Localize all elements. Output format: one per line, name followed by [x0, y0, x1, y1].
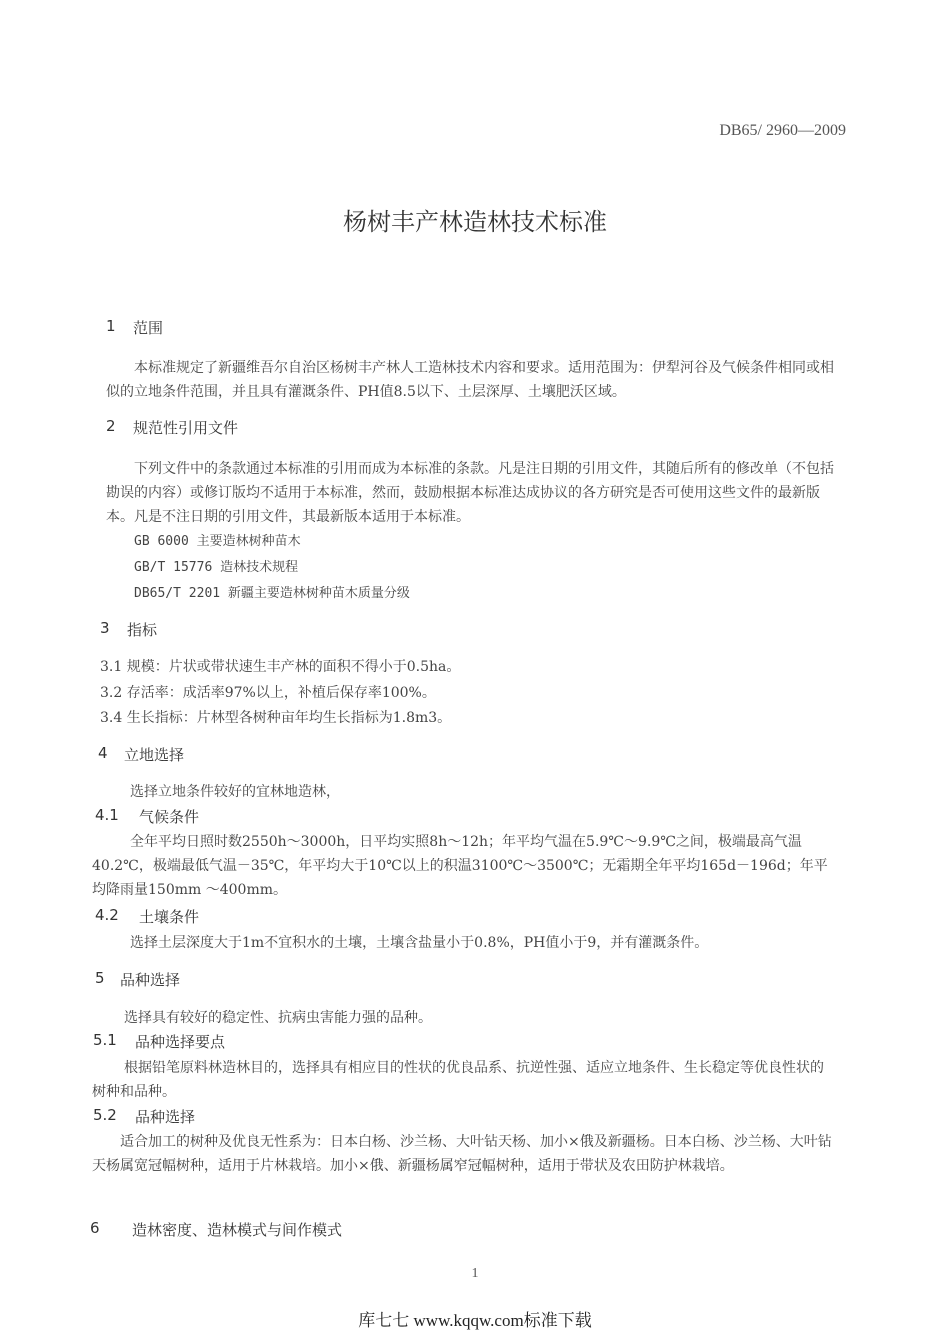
section-5-number: 5 [95, 969, 105, 987]
section-4-title: 立地选择 [124, 746, 185, 764]
section-4-number: 4 [98, 744, 108, 762]
subsection-4-1-title: 气候条件 [139, 808, 200, 826]
subsection-4-2-text: 选择土层深度大于1m不宜积水的土壤，土壤含盐量小于0.8%，PH值小于9，并有灌溉条件。 [130, 935, 709, 951]
document-title: 杨树丰产林造林技术标准 [343, 208, 607, 236]
page-number: 1 [471, 1266, 479, 1281]
footer-watermark: 库七七 www.kqqw.com标准下载 [358, 1311, 592, 1330]
section-1-text: 本标准规定了新疆维吾尔自治区杨树丰产林人工造林技术内容和要求。适用范围为：伊犁河谷及气候条件相同或相似的立地条件范围，并且具有灌溉条件、PH值8.5以下、土层深厚、土壤肥沃区域。 [106, 360, 834, 400]
reference-item: GB 6000 主要造林树种苗木 [134, 534, 301, 549]
section-6-title: 造林密度、造林模式与间作模式 [132, 1221, 343, 1239]
document-code: DB65/ 2960—2009 [719, 122, 846, 139]
indicator-item: 3.2 存活率：成活率97%以上，补植后保存率100%。 [100, 685, 436, 701]
subsection-4-1-number: 4.1 [95, 806, 119, 824]
indicator-item: 3.1 规模：片状或带状速生丰产林的面积不得小于0.5ha。 [100, 659, 461, 675]
reference-item: DB65/T 2201 新疆主要造林树种苗木质量分级 [134, 586, 410, 601]
section-4-intro: 选择立地条件较好的宜林地造林， [130, 784, 340, 800]
section-1-number: 1 [106, 317, 116, 335]
section-2-text: 下列文件中的条款通过本标准的引用而成为本标准的条款。凡是注日期的引用文件，其随后所有的修改单（不包括勘误的内容）或修订版均不适用于本标准，然而，鼓励根据本标准达成协议的各方研究是否可使用这些文件的最新版本。凡是不注日期的引用文件，其最新版本适用于本标准。 [106, 461, 834, 525]
subsection-5-1-number: 5.1 [93, 1031, 117, 1049]
reference-item: GB/T 15776 造林技术规程 [134, 560, 299, 575]
section-2-title: 规范性引用文件 [133, 419, 239, 437]
section-3-title: 指标 [127, 621, 158, 639]
section-5-title: 品种选择 [120, 971, 181, 989]
subsection-5-2-number: 5.2 [93, 1106, 117, 1124]
section-6-number: 6 [90, 1219, 100, 1237]
subsection-4-1-text: 全年平均日照时数2550h～3000h，日平均实照8h～12h；年平均气温在5.9℃～9.9℃之间，极端最高气温40.2℃，极端最低气温－35℃，年平均大于10℃以上的积温3100℃～3500℃；无霜期全年平均165d－196d；年平均降雨量150mm ～400mm。 [92, 834, 828, 898]
section-3-number: 3 [100, 619, 110, 637]
subsection-5-2-title: 品种选择 [135, 1108, 196, 1126]
section-1-title: 范围 [133, 319, 164, 337]
subsection-4-2-number: 4.2 [95, 906, 119, 924]
subsection-5-1-text: 根据铅笔原料林造林目的，选择具有相应目的性状的优良品系、抗逆性强、适应立地条件、生长稳定等优良性状的树种和品种。 [92, 1060, 824, 1100]
section-5-intro: 选择具有较好的稳定性、抗病虫害能力强的品种。 [124, 1010, 432, 1026]
subsection-5-2-text: 适合加工的树种及优良无性系为：日本白杨、沙兰杨、大叶钻天杨、加小×俄及新疆杨。日本白杨、沙兰杨、大叶钻天杨属宽冠幅树种，适用于片林栽培。加小×俄、新疆杨属窄冠幅树种，适用于带状及农田防护林栽培。 [92, 1134, 832, 1174]
section-2-number: 2 [106, 417, 116, 435]
indicator-item: 3.4 生长指标：片林型各树种亩年均生长指标为1.8m3。 [100, 710, 452, 726]
subsection-4-2-title: 土壤条件 [139, 908, 200, 926]
subsection-5-1-title: 品种选择要点 [135, 1033, 226, 1051]
